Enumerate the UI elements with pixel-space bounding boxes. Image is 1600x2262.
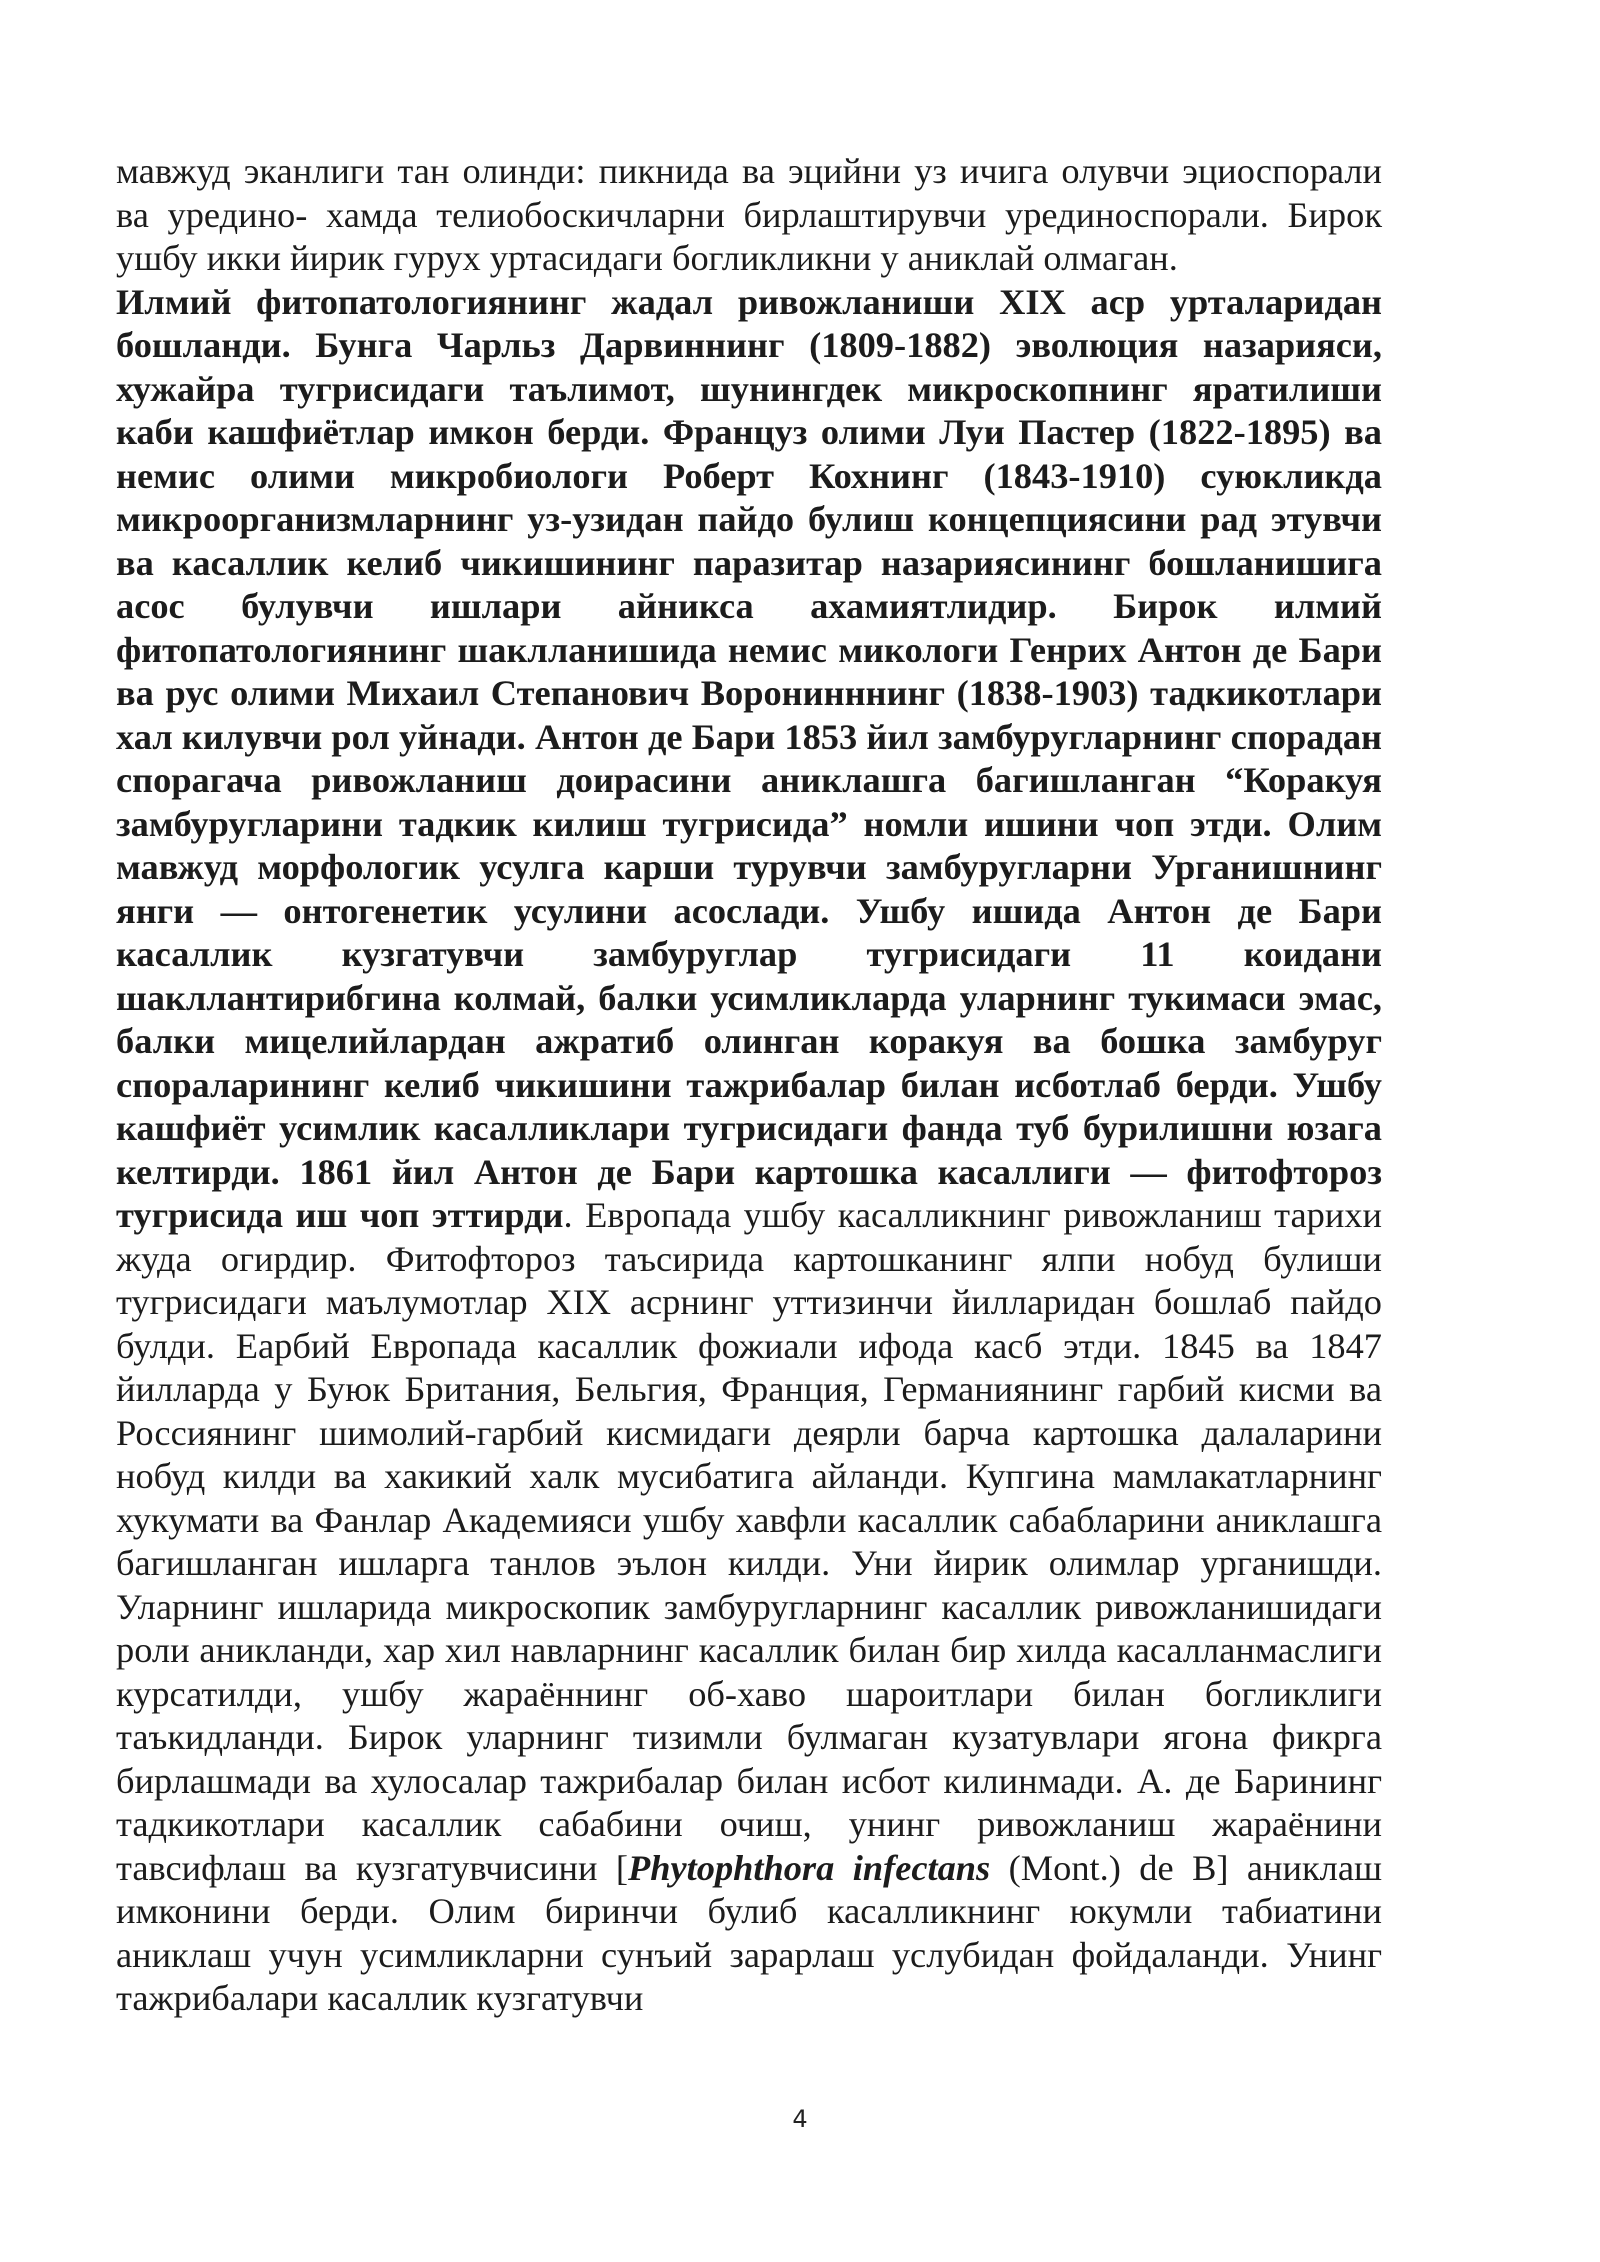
page-number: 4 xyxy=(792,2105,808,2133)
paragraph-main xyxy=(116,281,1382,2021)
regular-passage-tail: (Mont.) de B] аниклаш имконини берди. Олим биринчи булиб касалликнинг юкумли табиатини аниклаш учун усимликларни сунъий зарарлаш услубидан фойдаланди. Унинг тажрибалари касаллик кузгатувчи xyxy=(116,1847,1383,2018)
document-body xyxy=(116,150,1382,2021)
bold-passage: Илмий фитопатологиянинг жадал ривожланиши XIX аср урталаридан бошланди. Бунга Чарльз Дарвиннинг (1809-1882) эволюция назарияси, хужайра тугрисидаги таълимот, шунингдек микроскопнинг яратилиши каби кашфиётлар имкон берди. Француз олими Луи Пастер (1822-1895) ва немис олими микробиологи Роберт Кохнинг (1843-1910) суюкликда микроорганизмларнинг уз-узидан пайдо булиш концепциясини рад этувчи ва касаллик келиб чикишининг паразитар назариясининг бошланишига асос булувчи ишлари айникса ахамиятлидир. Бирок илмий фитопатологиянинг шаклланишида немис микологи Генрих Антон де Бари ва рус олими Михаил Степанович Воронинннинг (1838-1903) тадкикотлари хал килувчи рол уйнади. Антон де Бари 1853 йил замбуругларнинг спорадан спорагача ривожланиш доирасини аниклашга багишланган “Коракуя замбуругларини тадкик килиш тугрисида” номли ишини чоп этди. Олим мавжуд морфологик усулга карши турувчи замбуругларни Урганишнинг янги — онтогенетик усулини асослади. Ушбу ишида Антон де Бари касаллик кузгатувчи замбуруглар тугрисидаги 11 коидани шакллантирибгина колмай, балки усимликларда уларнинг тукимаси эмас, балки мицелийлардан ажратиб олинган коракуя ва бошка замбуруг спораларининг келиб чикишини тажрибалар билан исботлаб берди. Ушбу кашфиёт усимлик касалликлари тугрисидаги фанда туб бурилишни юзага келтирди. 1861 йил Антон де Бари картошка касаллиги — фитофтороз тугрисида иш чоп эттирди xyxy=(116,281,1382,1235)
paragraph-intro: мавжуд эканлиги тан олинди: пикнида ва эцийни уз ичига олувчи эциоспорали ва уредино- хамда телиобоскичларни бирлаштирувчи урединоспорали. Бирок ушбу икки йирик гурух уртасидаги богликликни у аниклай олмаган. xyxy=(116,151,1382,278)
regular-passage: . Европада ушбу касалликнинг ривожланиш тарихи жуда огирдир. Фитофтороз таъсирида картошканинг ялпи нобуд булиши тугрисидаги маълумотлар XIX асрнинг уттизинчи йилларидан бошлаб пайдо булди. Еарбий Европада касаллик фожиали ифода касб этди. 1845 ва 1847 йилларда у Буюк Британия, Бельгия, Франция, Германиянинг гарбий кисми ва Россиянинг шимолий-гарбий кисмидаги деярли барча картошка далаларини нобуд килди ва хакикий халк мусибатига айланди. Купгина мамлакатларнинг хукумати ва Фанлар Академияси ушбу хавфли касаллик сабабларини аниклашга багишланган ишларга танлов эълон килди. Уни йирик олимлар урганишди. Уларнинг ишларида микроскопик замбуругларнинг касаллик ривожланишидаги роли аникланди, хар хил навларнинг касаллик билан бир хилда касалланмаслиги курсатилди, ушбу жараённинг об-хаво шароитлари билан богликлиги таъкидланди. Бирок уларнинг тизимли булмаган кузатувлари ягона фикрга бирлашмади ва хулосалар тажрибалар билан исбот килинмади. А. де Барининг тадкикотлари касаллик сабабини очиш, унинг ривожланиш жараёнини тавсифлаш ва кузгатувчисини [ xyxy=(116,1195,1383,1888)
species-name: Phytophthora infectans xyxy=(628,1847,991,1888)
